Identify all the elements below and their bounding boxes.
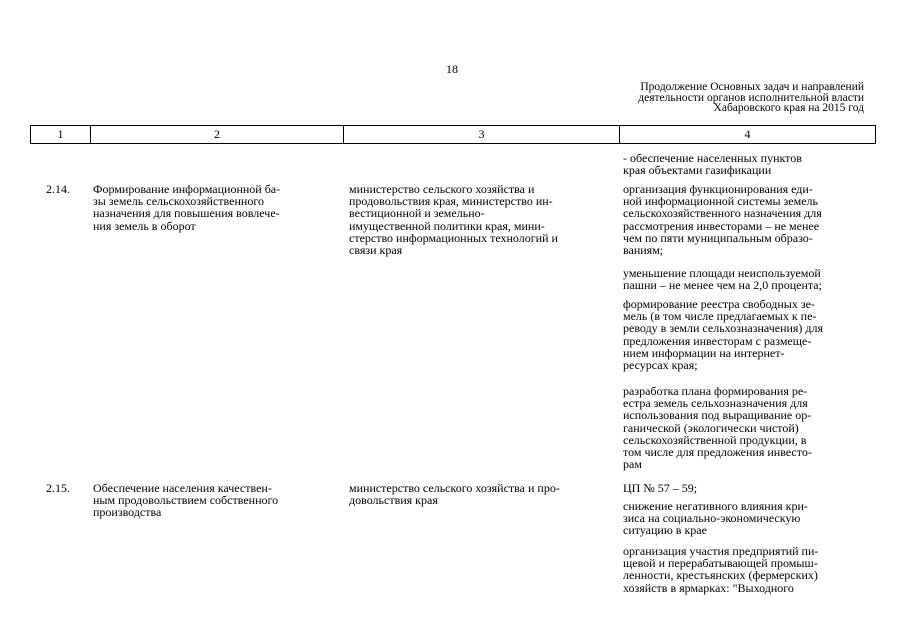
text-line: нием информации на интернет- [623,345,785,360]
text-line: предложения инвесторам с размеще- [623,333,812,348]
text-line: министерство сельского хозяйства и [349,182,535,196]
text-line: назначения для повышения вовлече- [93,206,280,221]
continuation-title-line: Хабаровского края на 2015 год [713,102,864,114]
text-line: Формирование информационной ба- [93,182,281,196]
text-line: том числе для предложения инвесто- [623,445,812,460]
organization-text [349,183,614,256]
text-line: рам [623,457,642,472]
text-line: ваниям; [623,243,664,258]
text-line: ной информационной системы земель [623,194,818,209]
page-number: 18 [446,62,458,76]
result-paragraph [623,298,875,371]
text-line: ным продовольствием собственного [93,493,279,508]
text-line: мель (в том числе предлагаемых к пе- [623,309,817,324]
column-header-2: 2 [91,126,344,144]
result-paragraph [623,545,875,594]
text-line: формирование реестра свободных зе- [623,297,815,311]
text-line: организация участия предприятий пи- [623,544,819,558]
carryover-text [623,152,875,176]
text-line: уменьшение площади неиспользуемой [623,266,821,280]
text-line: организация функционирования еди- [623,182,813,196]
text-line: имущественной политики края, мини- [349,218,545,233]
task-text [93,183,339,232]
result-paragraph [623,500,875,537]
text-line: ния земель в оборот [93,218,196,233]
continuation-title-line: деятельности органов исполнительной власти [638,91,864,104]
text-line: ЦП № 57 – 59; [623,481,698,495]
continuation-title [564,82,864,114]
text-line: реводу в земли сельхозназначения) для [623,321,824,336]
text-line: - обеспечение населенных пунктов [623,151,802,165]
text-line: министерство сельского хозяйства и про- [349,481,560,495]
text-line: края объектами газификации [623,163,772,178]
text-line: зиса на социально-экономическую [623,511,801,526]
text-line: связи края [349,243,403,258]
result-paragraph [623,482,875,494]
text-line: сельскохозяйственного назначения для [623,206,822,221]
text-line: использования под выращивание ор- [623,408,812,423]
text-line: ситуацию в крае [623,523,707,538]
text-line: хозяйств в ярмарках: "Выходного [623,580,794,595]
column-header-row [30,125,876,144]
result-paragraph [623,267,875,291]
text-line: чем по пяти муниципальным образо- [623,230,813,245]
text-line: зы земель сельскохозяйственного [93,194,264,209]
text-line: довольствия края [349,493,438,508]
text-line: сельскохозяйственной продукции, в [623,432,807,447]
column-header-4: 4 [620,126,876,144]
row-number: 2.15. [46,481,70,495]
text-line: ленности, крестьянских (фермерских) [623,568,818,583]
text-line: пашни – не менее чем на 2,0 процента; [623,278,822,293]
task-text [93,482,339,519]
text-line: снижение негативного влияния кри- [623,499,808,513]
text-line: производства [93,505,162,520]
text-line: продовольствия края, министерство ин- [349,194,553,209]
row-number: 2.14. [46,182,70,196]
text-line: вестиционной и земельно- [349,206,485,221]
text-line: стерство информационных технологий и [349,230,558,245]
text-line: разработка плана формирования ре- [623,384,808,398]
text-line: естра земель сельхозназначения для [623,396,808,411]
text-line: щевой и перерабатывающей промыш- [623,556,818,571]
text-line: ресурсах края; [623,358,698,373]
text-line: рассмотрения инвесторами – не менее [623,218,820,233]
continuation-title-line: Продолжение Основных задач и направлений [640,81,864,93]
text-line: ганической (экологически чистой) [623,420,799,435]
column-header-3: 3 [344,126,620,144]
column-header-1: 1 [31,126,91,144]
text-line: Обеспечение населения качествен- [93,481,272,495]
result-paragraph [623,385,875,470]
result-paragraph [623,183,875,256]
organization-text [349,482,614,506]
